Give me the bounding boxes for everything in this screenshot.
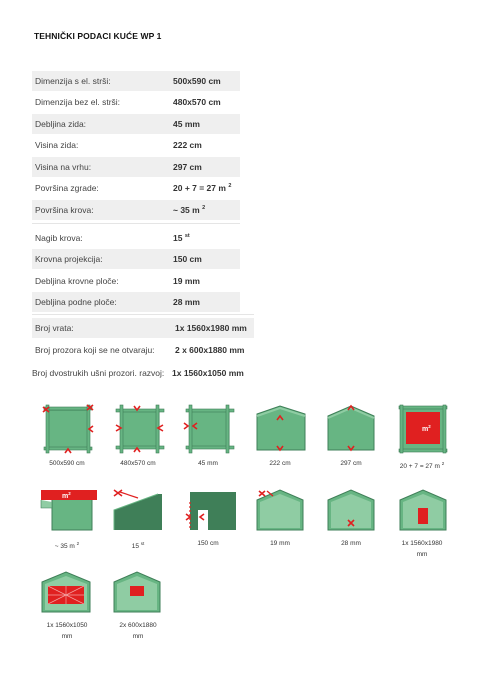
spec-row [32, 114, 240, 134]
spec-value: 45 mm [173, 119, 200, 129]
spec-row [32, 271, 240, 291]
spec-value: 2 x 600x1880 mm [175, 345, 245, 355]
wall-thickness-icon [183, 404, 235, 454]
spec-row [32, 71, 240, 91]
spec-value: 500x590 cm [173, 76, 221, 86]
icon-caption: 1x 1560x1980 mm [401, 540, 443, 558]
spec-row [32, 340, 254, 360]
spec-value: ~ 35 m [173, 205, 200, 215]
door-icon [398, 488, 450, 532]
spec-row [32, 228, 240, 248]
spec-row [32, 157, 240, 177]
spec-label: Nagib krova: [35, 233, 83, 243]
area-icon-label: $m^2$ [422, 424, 431, 433]
spec-row [32, 92, 240, 112]
icon-caption: 1x 1560x1050 mm [46, 622, 88, 640]
roof-thickness-icon [255, 488, 307, 532]
icon-caption: 480x570 cm [120, 460, 156, 467]
roof-slope-icon [112, 488, 164, 532]
spec-value: 28 mm [173, 297, 200, 307]
icon-caption: 150 cm [197, 540, 219, 547]
icon-caption: 500x590 cm [49, 460, 85, 467]
roof-projection-icon [182, 490, 236, 532]
spec-row [32, 318, 254, 338]
dimension-with-overhang-icon [40, 404, 98, 454]
spec-value-sup: 2 [202, 205, 206, 212]
spec-value: 19 mm [173, 276, 200, 286]
spec-label: Broj dvostrukih ušni prozori. razvoj: [32, 368, 165, 378]
icon-caption: 15 $^{st}$ [131, 541, 145, 551]
spec-value: 222 cm [173, 140, 202, 150]
spec-value: 480x570 cm [173, 97, 221, 107]
icon-caption: 28 mm [341, 540, 361, 547]
spec-label: Dimenzija s el. strši: [35, 76, 111, 86]
spec-value: 150 cm [173, 254, 202, 264]
spec-row [32, 200, 240, 220]
spec-row [32, 292, 240, 312]
double-window-icon [40, 570, 94, 614]
page-title: TEHNIČKI PODACI KUĆE WP 1 [34, 31, 162, 41]
wall-height-icon [255, 404, 307, 454]
icon-caption: 222 cm [269, 460, 291, 467]
spec-value: 1x 1560x1980 mm [175, 323, 247, 333]
spec-value: 1x 1560x1050 mm [172, 368, 244, 378]
spec-row [32, 363, 254, 383]
spec-row [32, 135, 240, 155]
spec-row [32, 178, 240, 198]
fixed-window-icon [112, 570, 164, 614]
icon-caption: 45 mm [198, 460, 218, 467]
spec-label: Debljina zida: [35, 119, 87, 129]
spec-label: Površina zgrade: [35, 183, 99, 193]
icon-caption: 20 + 7 = 27 m $^2$ [399, 461, 445, 471]
spec-label: Visina na vrhu: [35, 162, 92, 172]
top-height-icon [326, 404, 378, 454]
dimension-without-overhang-icon [113, 404, 165, 454]
icon-caption: ~ 35 m $^2$ [54, 541, 80, 551]
building-area-icon [398, 404, 448, 454]
floor-thickness-icon [326, 488, 378, 532]
spec-label: Visina zida: [35, 140, 79, 150]
spec-label: Površina krova: [35, 205, 94, 215]
spec-label: Debljina krovne ploče: [35, 276, 119, 286]
spec-value-sup: st [184, 233, 190, 240]
spec-value: 297 cm [173, 162, 202, 172]
spec-label: Krovna projekcija: [35, 254, 103, 264]
spec-value: 15 [173, 233, 183, 243]
icon-caption: 19 mm [270, 540, 290, 547]
roof-icon-label: $m^2$ [62, 491, 71, 500]
icon-caption: 297 cm [340, 460, 362, 467]
roof-area-icon [40, 488, 98, 532]
spec-label: Dimenzija bez el. strši: [35, 97, 121, 107]
spec-value: 20 + 7 = 27 m [173, 183, 226, 193]
divider [32, 314, 254, 315]
spec-label: Broj vrata: [35, 323, 74, 333]
divider [32, 223, 240, 224]
spec-value-sup: 2 [228, 183, 232, 190]
spec-row [32, 249, 240, 269]
spec-label: Broj prozora koji se ne otvaraju: [35, 345, 155, 355]
spec-label: Debljina podne ploče: [35, 297, 117, 307]
icon-caption: 2x 600x1880 mm [119, 622, 157, 640]
